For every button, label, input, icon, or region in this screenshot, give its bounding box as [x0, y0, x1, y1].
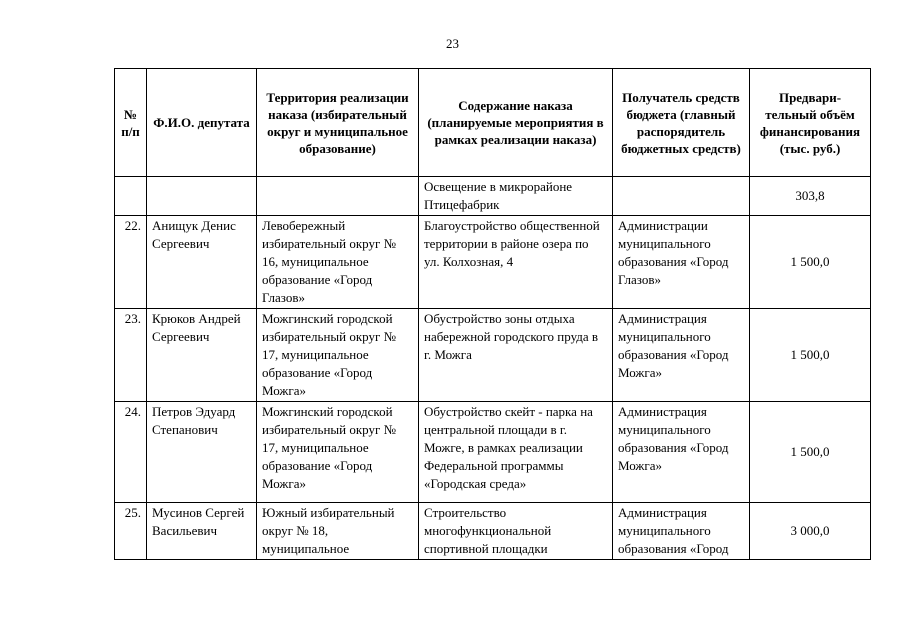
cell-recipient: Администрация муниципального образования «Город Можга» — [613, 402, 750, 503]
table-row — [115, 503, 871, 560]
cell-fio — [147, 177, 257, 216]
header-fio: Ф.И.О. депутата — [147, 69, 257, 177]
header-recipient: Получатель средств бюджета (главный распорядитель бюджетных средств) — [613, 69, 750, 177]
table-row — [115, 402, 871, 503]
cell-territory — [257, 177, 419, 216]
table-header-row — [115, 69, 871, 177]
cell-recipient — [613, 177, 750, 216]
cell-num: 25. — [115, 503, 147, 560]
page-number: 23 — [446, 36, 459, 51]
cell-content: Освещение в микрорайоне Птицефабрик — [419, 177, 613, 216]
cell-amount: 3 000,0 — [750, 503, 871, 560]
cell-amount: 1 500,0 — [750, 309, 871, 402]
cell-num — [115, 177, 147, 216]
cell-territory: Левобережный избирательный округ № 16, муниципальное образование «Город Глазов» — [257, 216, 419, 309]
header-content: Содержание наказа (планируемые мероприятия в рамках реализации наказа) — [419, 69, 613, 177]
cell-fio: Анищук Денис Сергеевич — [147, 216, 257, 309]
table-row-continuation — [115, 177, 871, 216]
cell-amount: 303,8 — [750, 177, 871, 216]
table-row — [115, 309, 871, 402]
cell-fio: Петров Эдуард Степанович — [147, 402, 257, 503]
cell-num: 22. — [115, 216, 147, 309]
cell-content: Строительство многофункциональной спортивной площадки — [419, 503, 613, 560]
cell-recipient: Администрации муниципального образования «Город Глазов» — [613, 216, 750, 309]
cell-recipient: Администрация муниципального образования «Город Можга» — [613, 309, 750, 402]
cell-num: 23. — [115, 309, 147, 402]
cell-num: 24. — [115, 402, 147, 503]
cell-content: Обустройство скейт - парка на центральной площади в г. Можге, в рамках реализации Федеральной программы «Городская среда» — [419, 402, 613, 503]
cell-amount: 1 500,0 — [750, 402, 871, 503]
cell-content: Обустройство зоны отдыха набережной городского пруда в г. Можга — [419, 309, 613, 402]
header-territory: Территория реализации наказа (избирательный округ и муниципальное образование) — [257, 69, 419, 177]
cell-fio: Крюков Андрей Сергеевич — [147, 309, 257, 402]
cell-territory: Можгинский городской избирательный округ № 17, муниципальное образование «Город Можга» — [257, 309, 419, 402]
header-amount: Предвари-тельный объём финансирования (тыс. руб.) — [750, 69, 871, 177]
financing-table — [114, 68, 871, 560]
cell-fio: Мусинов Сергей Васильевич — [147, 503, 257, 560]
cell-territory: Южный избирательный округ № 18, муниципальное — [257, 503, 419, 560]
header-num: № п/п — [115, 69, 147, 177]
cell-recipient: Администрация муниципального образования «Город — [613, 503, 750, 560]
cell-territory: Можгинский городской избирательный округ № 17, муниципальное образование «Город Можга» — [257, 402, 419, 503]
table-row — [115, 216, 871, 309]
cell-amount: 1 500,0 — [750, 216, 871, 309]
cell-content: Благоустройство общественной территории в районе озера по ул. Колхозная, 4 — [419, 216, 613, 309]
